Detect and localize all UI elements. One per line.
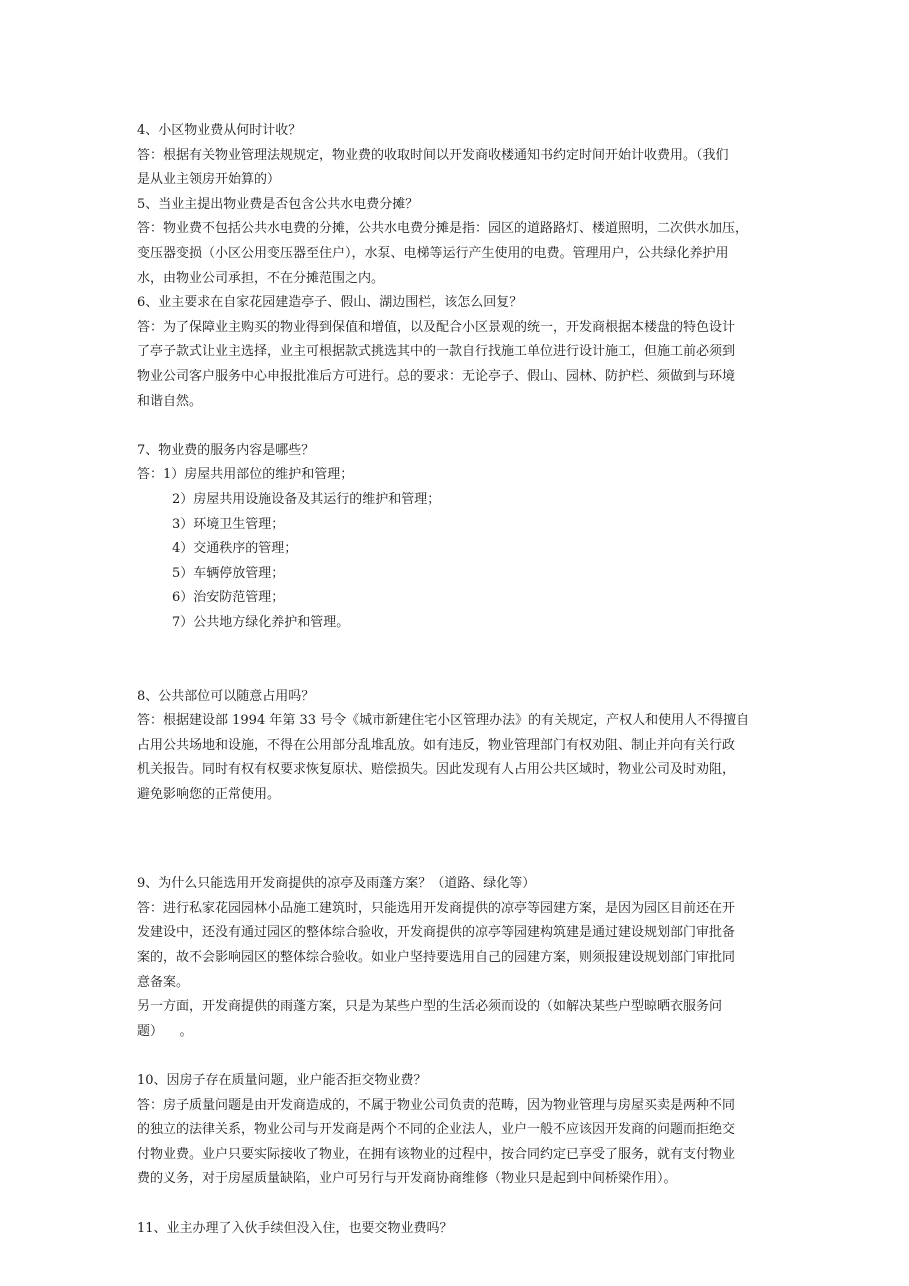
answer-8-line-1: 答：根据建设部 1994 年第 33 号令《城市新建住宅小区管理办法》的有关规定，产权人和使用人不得擅自 xyxy=(137,713,750,729)
question-10: 10、因房子存在质量问题，业户能否拒交物业费？ xyxy=(137,1072,427,1088)
answer-10-line-1: 答：房子质量问题是由开发商造成的，不属于物业公司负责的范畴，因为物业管理与房屋买卖是两种不同 xyxy=(137,1097,736,1113)
paragraph-gap xyxy=(137,414,777,439)
document-body xyxy=(137,119,777,1241)
answer-8-line-4: 避免影响您的正常使用。 xyxy=(137,787,281,803)
answer-8-line-2: 占用公共场地和设施，不得在公用部分乱堆乱放。如有违反，物业管理部门有权劝阻、制止并向有关行政 xyxy=(137,737,736,753)
answer-7-item-6: 6）治安防范管理； xyxy=(172,590,285,606)
answer-6-line-1: 答：为了保障业主购买的物业得到保值和增值，以及配合小区景观的统一，开发商根据本楼盘的特色设计 xyxy=(137,319,736,335)
answer-4-line-1: 答：根据有关物业管理法规规定，物业费的收取时间以开发商收楼通知书约定时间开始计收费用。（我们 xyxy=(137,147,729,163)
paragraph-gap xyxy=(137,832,777,872)
question-7: 7、物业费的服务内容是哪些？ xyxy=(137,442,315,458)
answer-6-line-2: 了亭子款式让业主选择，业主可根据款式挑选其中的一款自行找施工单位进行设计施工，但施工前必须到 xyxy=(137,344,736,360)
answer-10-line-4: 费的义务，对于房屋质量缺陷，业户可另行与开发商协商维修（物业只是起到中间桥梁作用）。 xyxy=(137,1171,677,1187)
answer-6-line-3: 物业公司客户服务中心申报批准后方可进行。总的要求：无论亭子、假山、园林、防护栏、须做到与环境 xyxy=(137,368,736,384)
paragraph-gap xyxy=(137,1192,777,1217)
question-9: 9、为什么只能选用开发商提供的凉亭及雨蓬方案？（道路、绿化等） xyxy=(137,876,536,892)
answer-10-line-2: 的独立的法律关系，物业公司与开发商是两个不同的企业法人，业户一般不应该因开发商的问题而拒绝交 xyxy=(137,1122,736,1138)
answer-4-line-2: 是从业主领房开始算的） xyxy=(137,172,281,188)
answer-9-line-2: 发建设中，还没有通过园区的整体综合验收，开发商提供的凉亭等园建构筑建是通过建设规划部门审批备 xyxy=(137,925,736,941)
paragraph-gap xyxy=(137,660,777,685)
question-11: 11、业主办理了入伙手续但没入住，也要交物业费吗？ xyxy=(137,1220,453,1236)
answer-7-item-4: 4）交通秩序的管理； xyxy=(172,541,298,557)
answer-7-item-7: 7）公共地方绿化养护和管理。 xyxy=(172,614,350,630)
answer-10-line-3: 付物业费。业户只要实际接收了物业，在拥有该物业的过程中，按合同约定已享受了服务，就有支付物业 xyxy=(137,1146,736,1162)
answer-9-line-3: 案的，故不会影响园区的整体综合验收。如业户坚持要选用自己的园建方案，则须报建设规划部门审批同 xyxy=(137,950,736,965)
question-6: 6、业主要求在自家花园建造亭子、假山、湖边围栏，该怎么回复？ xyxy=(137,295,523,311)
answer-5-line-2: 变压器变损（小区公用变压器至住户），水泵、电梯等运行产生使用的电费。管理用户，公共绿化养护用 xyxy=(137,245,729,261)
question-5: 5、当业主提出物业费是否包含公共水电费分摊？ xyxy=(137,196,419,212)
paragraph-gap xyxy=(137,808,777,833)
answer-5-line-3: 水，由物业公司承担，不在分摊范围之内。 xyxy=(137,270,385,286)
answer-7-line-1: 答：1）房屋共用部位的维护和管理； xyxy=(137,467,354,483)
paragraph-gap xyxy=(137,1044,777,1069)
answer-9-line-1: 答：进行私家花园园林小品施工建筑时，只能选用开发商提供的凉亭等园建方案，是因为园区目前还在开 xyxy=(137,900,736,916)
question-4: 4、小区物业费从何时计收？ xyxy=(137,123,302,138)
answer-8-line-3: 机关报告。同时有权有权要求恢复原状、赔偿损失。因此发现有人占用公共区域时，物业公司及时劝阻， xyxy=(137,762,736,778)
answer-5-line-1: 答：物业费不包括公共水电费的分摊，公共水电费分摊是指：园区的道路路灯、楼道照明，二次供水加压， xyxy=(137,221,749,237)
answer-7-item-8 xyxy=(137,635,777,660)
answer-7-item-3: 3）环境卫生管理； xyxy=(172,516,285,532)
question-8: 8、公共部位可以随意占用吗？ xyxy=(137,688,315,704)
answer-6-line-4: 和谐自然。 xyxy=(137,393,203,409)
answer-7-item-2: 2）房屋共用设施设备及其运行的维护和管理； xyxy=(172,491,441,507)
answer-9-line-6: 题） 。 xyxy=(137,1023,193,1039)
answer-9-line-5: 另一方面，开发商提供的雨蓬方案，只是为某些户型的生活必须而设的（如解决某些户型晾晒衣服务问 xyxy=(137,999,723,1015)
answer-9-line-4: 意备案。 xyxy=(137,974,190,990)
answer-7-item-5: 5）车辆停放管理； xyxy=(172,565,285,581)
